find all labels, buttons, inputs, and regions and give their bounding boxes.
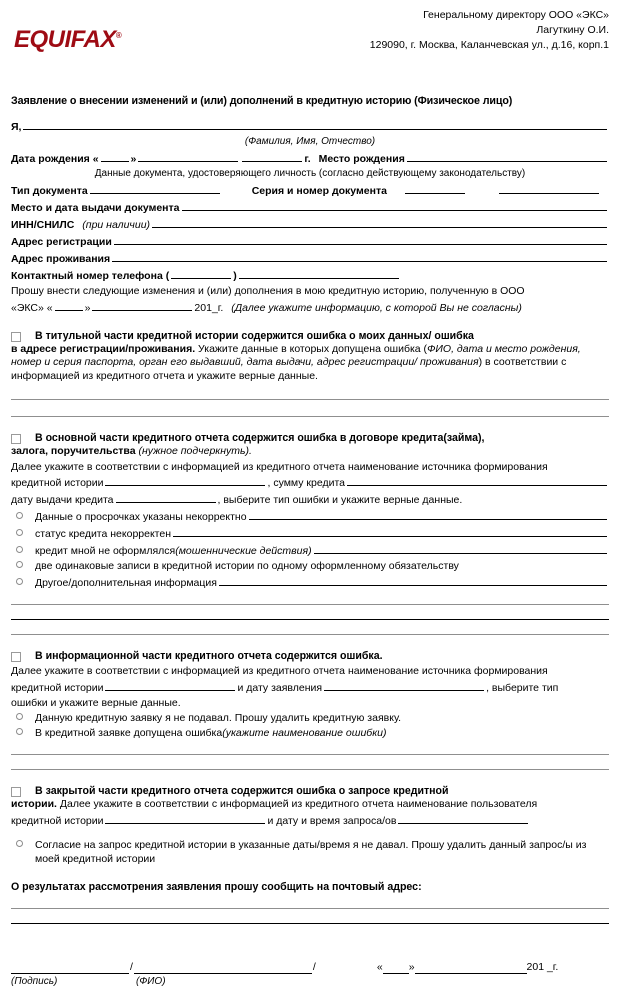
signature-year: 201 _г. <box>526 960 559 973</box>
section-closed-part-options <box>11 838 609 866</box>
field-docissue-row <box>11 199 609 215</box>
main-part-source-label: кредитной истории <box>11 477 104 490</box>
option-row[interactable] <box>11 508 609 524</box>
field-label-regaddress: Адрес регистрации <box>11 236 112 248</box>
section-closed-part-heading-2-row <box>11 798 609 812</box>
section-main-part-heading-1: В основной части кредитного отчета содержится ошибка в договоре кредита(займа), <box>35 432 485 445</box>
field-label-birthdate: Дата рождения « <box>11 153 99 165</box>
option-row[interactable] <box>11 525 609 541</box>
request-quote-close: » <box>84 301 91 314</box>
field-label-phone: Контактный номер телефона ( <box>11 270 170 282</box>
closed-part-user-label: кредитной истории <box>11 814 104 827</box>
option-row[interactable] <box>11 726 609 740</box>
field-inn-input[interactable] <box>152 216 607 228</box>
section-closed-part <box>11 784 609 866</box>
request-month-input[interactable] <box>92 299 192 311</box>
field-birth-month-input[interactable] <box>138 150 238 162</box>
field-birth-year-input[interactable] <box>242 150 302 162</box>
field-regaddress-input[interactable] <box>114 233 607 245</box>
option-row[interactable] <box>11 574 609 590</box>
main-part-source-input[interactable] <box>105 474 265 486</box>
signature-date-part <box>377 960 558 974</box>
option-label: Данные о просрочках указаны некорректно <box>35 511 247 524</box>
section-info-part-options <box>11 711 609 740</box>
section-closed-part-heading-1: В закрытой части кредитного отчета содержится ошибка о запросе кредитной <box>35 785 449 798</box>
option-overdue-input[interactable] <box>249 508 607 520</box>
section-postal-address <box>11 880 609 924</box>
field-label-docissue: Место и дата выдачи документа <box>11 202 180 214</box>
info-part-date-input[interactable] <box>324 679 484 691</box>
option-label-italic: (мошеннические действия) <box>175 545 312 558</box>
signature-input[interactable] <box>11 961 129 974</box>
closed-part-datetime-input[interactable] <box>398 812 528 824</box>
field-docissue-input[interactable] <box>182 199 608 211</box>
section-info-part-body-1: Далее укажите в соответствии с информацией из кредитного отчета наименование источника формирования <box>11 665 548 678</box>
main-part-amount-label: , сумму кредита <box>267 477 345 490</box>
signature-day-input[interactable] <box>383 961 409 974</box>
fullname-hint: (Фамилия, Имя, Отчество) <box>244 136 376 147</box>
section-main-part-body-1: Далее укажите в соответствии с информацией из кредитного отчета наименование источника формирования <box>11 460 548 473</box>
equifax-logo <box>14 26 121 54</box>
section-title-part-heading-1: В титульной части кредитной истории содержится ошибка о моих данных/ ошибка <box>35 329 474 342</box>
option-label: кредит мной не оформлялся <box>35 545 176 558</box>
radio-application-error-icon[interactable] <box>16 728 23 735</box>
document-header <box>0 0 620 78</box>
radio-no-consent-icon[interactable] <box>16 840 23 847</box>
signature-fio-input[interactable] <box>134 961 312 974</box>
field-label-birthplace: Место рождения <box>318 153 405 165</box>
blank-line-title-part-1[interactable] <box>11 399 609 400</box>
section-title-part-header[interactable] <box>11 329 609 343</box>
field-label-docseries: Серия и номер документа <box>251 185 387 197</box>
checkbox-closed-part-icon[interactable] <box>11 787 21 797</box>
option-row[interactable] <box>11 559 609 573</box>
option-label: статус кредита некорректен <box>35 528 172 541</box>
page-title: Заявление о внесении изменений и (или) дополнений в кредитную историю (Физическое лицо) <box>11 95 513 107</box>
info-part-source-label: кредитной истории <box>11 681 104 694</box>
field-fullname-input[interactable] <box>23 118 607 130</box>
section-main-part-body-3 <box>11 491 609 507</box>
section-info-part <box>11 649 609 770</box>
signature-month-input[interactable] <box>415 961 527 974</box>
section-main-part-heading-note: (нужное подчеркнуть). <box>135 445 252 458</box>
section-info-part-heading-1: В информационной части кредитного отчета содержится ошибка. <box>35 650 383 663</box>
phone-paren-close: ) <box>233 270 237 282</box>
addressee-line-1: Генеральному директору ООО «ЭКС» <box>423 9 609 21</box>
section-title-part-heading-2: в адресе регистрации/проживания. <box>11 342 196 355</box>
addressee-line-2: Лагуткину О.И. <box>536 24 609 36</box>
closed-part-user-input[interactable] <box>105 812 265 824</box>
field-label-inn: ИНН/СНИЛС <box>11 219 75 231</box>
signature-slash-2: / <box>312 960 316 973</box>
radio-not-applied-icon[interactable] <box>16 713 23 720</box>
request-line-1: Прошу внести следующие изменения и (или) дополнения в мою кредитную историю, полученную в ООО <box>11 285 525 297</box>
option-label: В кредитной заявке допущена ошибка <box>35 727 223 740</box>
checkbox-title-part-icon[interactable] <box>11 332 21 342</box>
field-phone-row <box>11 267 609 283</box>
signature-block <box>11 960 609 974</box>
addressee-block <box>370 8 609 53</box>
field-birthplace-input[interactable] <box>407 150 607 162</box>
option-row[interactable] <box>11 542 609 558</box>
section-title-part-body <box>11 343 609 384</box>
option-label: две одинаковые записи в кредитной истории по одному оформленному обязательству <box>35 560 459 573</box>
field-fullname-row <box>11 118 609 134</box>
radio-overdue-icon[interactable] <box>16 512 23 519</box>
field-phone-number-input[interactable] <box>239 267 399 279</box>
blank-line-info-part-2[interactable] <box>11 769 609 770</box>
section-closed-part-body-2 <box>11 812 609 828</box>
caption-signature: (Подпись) <box>11 975 58 987</box>
request-org-prefix: «ЭКС» « <box>11 301 53 314</box>
addressee-line-3: 129090, г. Москва, Каланчевская ул., д.16, корп.1 <box>369 39 609 51</box>
section-info-part-body-2 <box>11 679 609 695</box>
closed-part-datetime-label: и дату и время запроса/ов <box>267 814 397 827</box>
info-part-date-label: и дату заявления <box>237 681 323 694</box>
info-part-choose-label: , выберите тип <box>486 681 559 694</box>
document-body <box>0 94 620 989</box>
section-closed-part-heading-2: истории. <box>11 798 57 811</box>
radio-fraud-icon[interactable] <box>16 546 23 553</box>
section-main-part-heading-2-row <box>11 445 609 459</box>
birth-year-suffix: г. <box>304 153 311 165</box>
radio-status-icon[interactable] <box>16 529 23 536</box>
date-quote-open: « <box>376 960 383 973</box>
section-main-part-heading-2: залога, поручительства <box>11 445 136 458</box>
section-info-part-body-3: ошибки и укажите верные данные. <box>11 696 181 709</box>
field-label-ya: Я, <box>11 121 22 133</box>
field-birth-day-input[interactable] <box>101 150 129 162</box>
main-part-date-label: дату выдачи кредита <box>11 494 114 507</box>
field-regaddress-row <box>11 233 609 249</box>
field-label-doctype: Тип документа <box>11 185 88 197</box>
request-line-2 <box>11 299 609 315</box>
option-row[interactable] <box>11 711 609 725</box>
field-liveaddress-row <box>11 250 609 266</box>
birth-quote-close: » <box>130 153 137 165</box>
postal-heading-row <box>11 880 609 894</box>
section-main-part-header[interactable] <box>11 431 609 445</box>
section-closed-part-heading-note: Далее укажите в соответствии с информацией из кредитного отчета наименование пользователя <box>56 798 538 811</box>
blank-line-main-part-2[interactable] <box>11 619 609 620</box>
section-main-part-options <box>11 508 609 590</box>
blank-line-info-part-1[interactable] <box>11 754 609 755</box>
field-docseries-input[interactable] <box>405 182 465 194</box>
field-note-inn: (при наличии) <box>82 219 151 231</box>
field-doctype-input[interactable] <box>90 182 220 194</box>
section-info-part-header[interactable] <box>11 649 609 663</box>
blank-line-postal-1[interactable] <box>11 908 609 909</box>
signature-captions <box>11 975 609 989</box>
blank-line-title-part-2[interactable] <box>11 416 609 417</box>
section-title-part-body-italic: ФИО, дата и место рождения, номер и серия паспорта, орган его выдавший, дата выдачи, адрес регистрации/ проживания <box>11 342 581 369</box>
section-main-part-body-2 <box>11 474 609 490</box>
date-quote-close: » <box>408 960 415 973</box>
option-fraud-input[interactable] <box>314 542 607 554</box>
request-year: 201_г. <box>194 301 224 314</box>
postal-heading: О результатах рассмотрения заявления прошу сообщить на почтовый адрес: <box>11 880 422 893</box>
radio-duplicate-icon[interactable] <box>16 561 23 568</box>
main-part-amount-input[interactable] <box>347 474 607 486</box>
field-label-liveaddress: Адрес проживания <box>11 253 111 265</box>
field-doctype-row <box>11 182 609 198</box>
checkbox-info-part-icon[interactable] <box>11 652 21 662</box>
document-data-note: Данные документа, удостоверяющего личность (согласно действующему законодательству) <box>94 168 526 179</box>
main-part-date-input[interactable] <box>116 491 216 503</box>
main-part-choose-label: , выберите тип ошибки и укажите верные данные. <box>217 494 463 507</box>
field-birth-row <box>11 150 609 166</box>
option-label: Согласие на запрос кредитной истории в указанные даты/время я не давал. Прошу удалить данный запрос/ы из моей кредитной истории <box>35 838 587 865</box>
blank-line-main-part-3[interactable] <box>11 634 609 635</box>
field-inn-row <box>11 216 609 232</box>
registered-trademark-icon: ® <box>115 31 122 40</box>
option-other-input[interactable] <box>219 574 607 586</box>
option-status-input[interactable] <box>173 525 607 537</box>
field-phone-code-input[interactable] <box>171 267 231 279</box>
info-part-source-input[interactable] <box>105 679 235 691</box>
option-label: Данную кредитную заявку я не подавал. Прошу удалить кредитную заявку. <box>35 712 402 725</box>
section-main-part <box>11 431 609 635</box>
signature-slash-1: / <box>130 960 133 973</box>
field-liveaddress-input[interactable] <box>112 250 607 262</box>
logo-text: EQUIFAX <box>14 26 116 53</box>
section-title-part-body-2: ) в соответствии с информацией из кредитного отчета и укажите верные данные. <box>11 356 567 382</box>
blank-line-main-part-1[interactable] <box>11 604 609 605</box>
section-closed-part-header[interactable] <box>11 784 609 798</box>
section-title-part <box>11 329 609 418</box>
option-row[interactable] <box>11 838 609 866</box>
field-docnumber-input[interactable] <box>499 182 599 194</box>
caption-fio: (ФИО) <box>136 975 166 987</box>
option-label-italic: (укажите наименование ошибки) <box>222 727 387 740</box>
checkbox-main-part-icon[interactable] <box>11 434 21 444</box>
request-note: (Далее укажите информацию, с которой Вы не согласны) <box>231 301 522 314</box>
option-label: Другое/дополнительная информация <box>35 577 217 590</box>
request-day-input[interactable] <box>55 299 83 311</box>
radio-other-icon[interactable] <box>16 578 23 585</box>
section-title-part-body-1: Укажите данные в которых допущена ошибка ( <box>195 342 428 355</box>
blank-line-postal-2[interactable] <box>11 923 609 924</box>
